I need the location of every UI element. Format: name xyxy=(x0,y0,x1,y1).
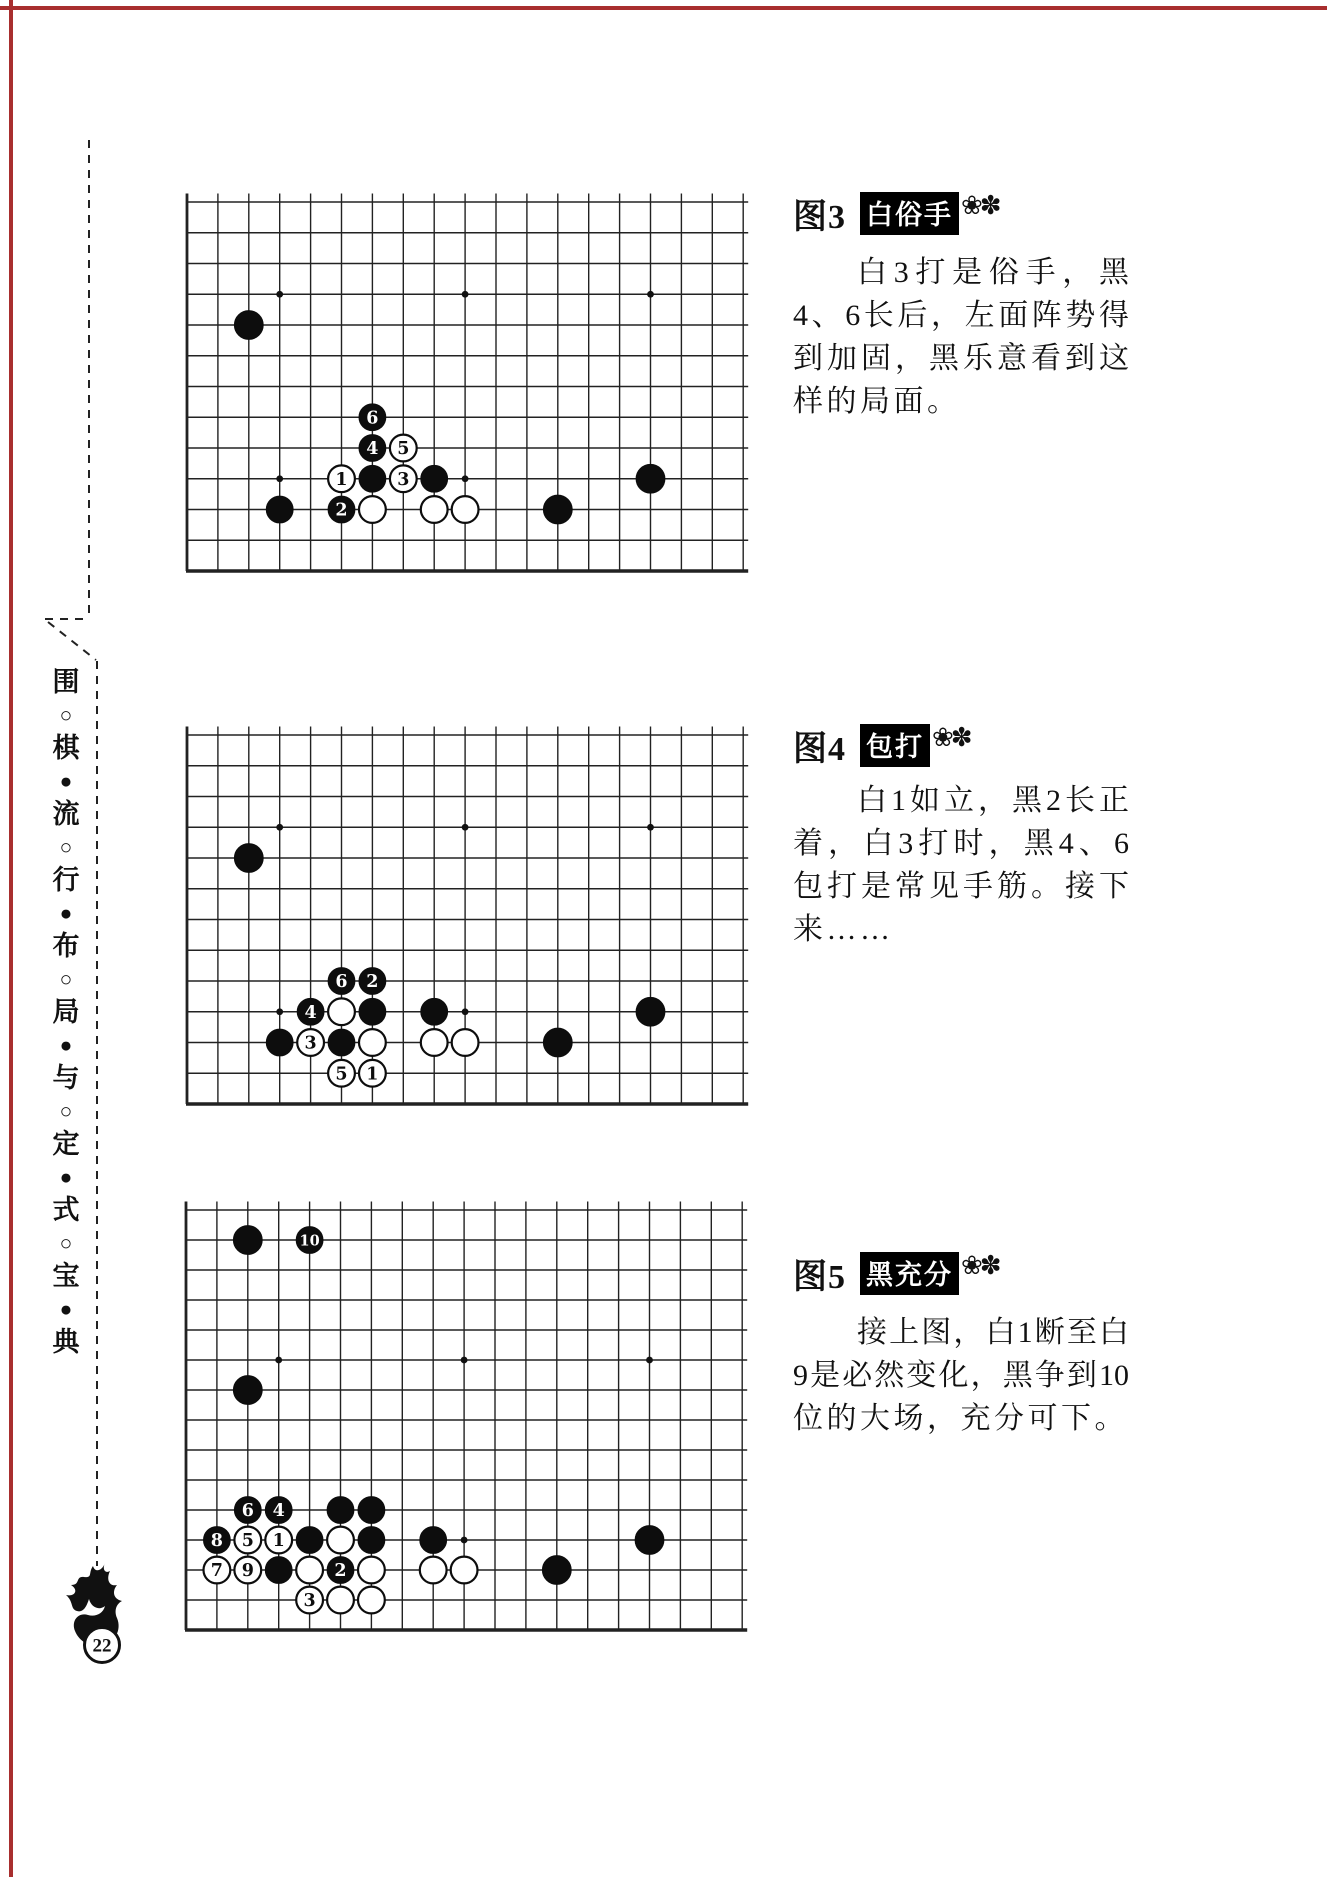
black-stone xyxy=(358,1497,385,1524)
figure-text-line: 着，白3打时，黑4、6 xyxy=(793,827,1129,860)
white-stone xyxy=(358,1557,385,1584)
sidebar-title-char: 与 xyxy=(52,1063,80,1093)
move-number: 3 xyxy=(303,1591,316,1611)
white-stone xyxy=(451,1557,478,1584)
black-stone xyxy=(233,1376,262,1405)
sidebar-title-char: 围 xyxy=(52,667,80,697)
go-board-diagram-fig4 xyxy=(185,726,751,1109)
black-stone xyxy=(359,465,386,492)
sidebar-title-char: 行 xyxy=(52,865,80,895)
figure4-caption xyxy=(793,779,1129,951)
black-stone xyxy=(543,1028,572,1057)
go-board-diagram-fig3 xyxy=(185,193,751,576)
figure4-title-badge: 包打 xyxy=(860,724,930,767)
move-number: 6 xyxy=(241,1501,254,1521)
white-stone xyxy=(358,1587,385,1614)
figure5-title-badge: 黑充分 xyxy=(860,1252,959,1295)
circle-outline-glyph: ○ xyxy=(59,967,73,991)
figure3-label: 图3 xyxy=(793,198,846,236)
sidebar-title-char: 布 xyxy=(52,931,80,961)
move-number: 7 xyxy=(210,1561,223,1581)
move-number: 6 xyxy=(366,408,379,429)
figure-text-line: 9是必然变化，黑争到10 xyxy=(793,1359,1129,1392)
circle-filled-glyph: ● xyxy=(59,769,73,793)
white-stone xyxy=(296,1557,323,1584)
page-border-top xyxy=(0,6,1327,10)
go-board-diagram-fig5 xyxy=(184,1201,750,1635)
flame-ornament xyxy=(60,1560,138,1668)
white-stone xyxy=(452,1029,479,1056)
black-stone xyxy=(636,464,665,493)
circle-outline-glyph: ○ xyxy=(59,835,73,859)
black-stone xyxy=(233,1226,262,1255)
circle-outline-glyph: ○ xyxy=(59,1231,73,1255)
white-stone xyxy=(328,998,355,1025)
figure-text-line: 位的大场，充分可下。 xyxy=(793,1402,1128,1435)
figure-text-line: 样的局面。 xyxy=(793,385,961,418)
black-stone xyxy=(359,998,386,1025)
move-number: 8 xyxy=(210,1531,223,1551)
figure3-heading xyxy=(793,191,999,236)
white-stone xyxy=(359,1029,386,1056)
flower-ornament-icon: ❀✽ xyxy=(961,1251,999,1280)
move-number: 1 xyxy=(272,1531,285,1551)
move-number: 5 xyxy=(241,1531,254,1551)
black-stone xyxy=(421,998,448,1025)
move-number: 3 xyxy=(397,469,410,490)
move-number: 4 xyxy=(304,1002,317,1023)
sidebar-title-char: 流 xyxy=(52,799,80,829)
figure-text-line: 到加固，黑乐意看到这 xyxy=(793,342,1129,375)
figure5-heading xyxy=(793,1251,999,1296)
black-stone xyxy=(265,1557,292,1584)
page-border-left xyxy=(9,0,13,1877)
white-stone xyxy=(327,1527,354,1554)
figure-text-line: 来…… xyxy=(793,913,894,946)
black-stone xyxy=(420,1527,447,1554)
black-stone xyxy=(296,1527,323,1554)
figure5-caption xyxy=(793,1311,1129,1440)
page-number: 22 xyxy=(92,1635,112,1657)
sidebar-title-char: 典 xyxy=(52,1327,80,1357)
move-number: 2 xyxy=(334,1561,347,1581)
figure-text-line: 白1如立，黑2长正 xyxy=(857,784,1129,817)
black-stone xyxy=(328,1029,355,1056)
white-stone xyxy=(359,496,386,523)
figure3-title-badge: 白俗手 xyxy=(860,192,959,235)
black-stone xyxy=(234,311,263,340)
figure-text-line: 白3打是俗手，黑 xyxy=(857,256,1129,289)
black-stone xyxy=(234,844,263,873)
move-number: 2 xyxy=(366,972,379,992)
figure4-heading xyxy=(793,723,970,768)
move-number: 6 xyxy=(335,972,348,992)
black-stone xyxy=(542,1556,571,1585)
black-stone xyxy=(635,1526,664,1555)
white-stone xyxy=(452,496,479,523)
black-stone xyxy=(543,495,572,524)
black-stone xyxy=(266,496,293,523)
sidebar-title-char: 式 xyxy=(52,1195,80,1225)
circle-outline-glyph: ○ xyxy=(59,703,73,727)
sidebar-title xyxy=(46,666,86,1359)
move-number: 3 xyxy=(304,1033,317,1054)
black-stone xyxy=(266,1029,293,1056)
black-stone xyxy=(358,1527,385,1554)
circle-filled-glyph: ● xyxy=(59,1165,73,1189)
move-number: 9 xyxy=(241,1561,254,1581)
white-stone xyxy=(420,1557,447,1584)
sidebar-title-char: 定 xyxy=(52,1129,80,1159)
move-number: 1 xyxy=(366,1064,379,1085)
sidebar-title-char: 局 xyxy=(52,997,80,1027)
circle-filled-glyph: ● xyxy=(59,901,73,925)
figure-text-line: 包打是常见手筋。接下 xyxy=(793,870,1129,903)
flower-ornament-icon: ❀✽ xyxy=(932,723,970,752)
figure4-label: 图4 xyxy=(793,730,846,768)
sidebar-title-char: 宝 xyxy=(52,1261,80,1291)
figure3-caption xyxy=(793,251,1129,423)
move-number: 5 xyxy=(397,439,410,459)
move-number: 4 xyxy=(272,1501,285,1521)
circle-filled-glyph: ● xyxy=(59,1033,73,1057)
circle-outline-glyph: ○ xyxy=(59,1099,73,1123)
move-number: 5 xyxy=(335,1064,348,1085)
sidebar-title-char: 棋 xyxy=(52,733,80,763)
white-stone xyxy=(421,496,448,523)
figure5-label: 图5 xyxy=(793,1258,846,1296)
white-stone xyxy=(421,1029,448,1056)
black-stone xyxy=(327,1497,354,1524)
figure-text-line: 接上图，白1断至白 xyxy=(857,1316,1129,1349)
figure-text-line: 4、6长后，左面阵势得 xyxy=(793,299,1129,332)
move-number: 2 xyxy=(335,500,348,521)
flower-ornament-icon: ❀✽ xyxy=(961,191,999,220)
move-number: 1 xyxy=(335,469,348,490)
black-stone xyxy=(636,997,665,1026)
move-number: 10 xyxy=(299,1232,320,1250)
move-number: 4 xyxy=(366,439,379,459)
circle-filled-glyph: ● xyxy=(59,1297,73,1321)
white-stone xyxy=(327,1587,354,1614)
black-stone xyxy=(421,465,448,492)
